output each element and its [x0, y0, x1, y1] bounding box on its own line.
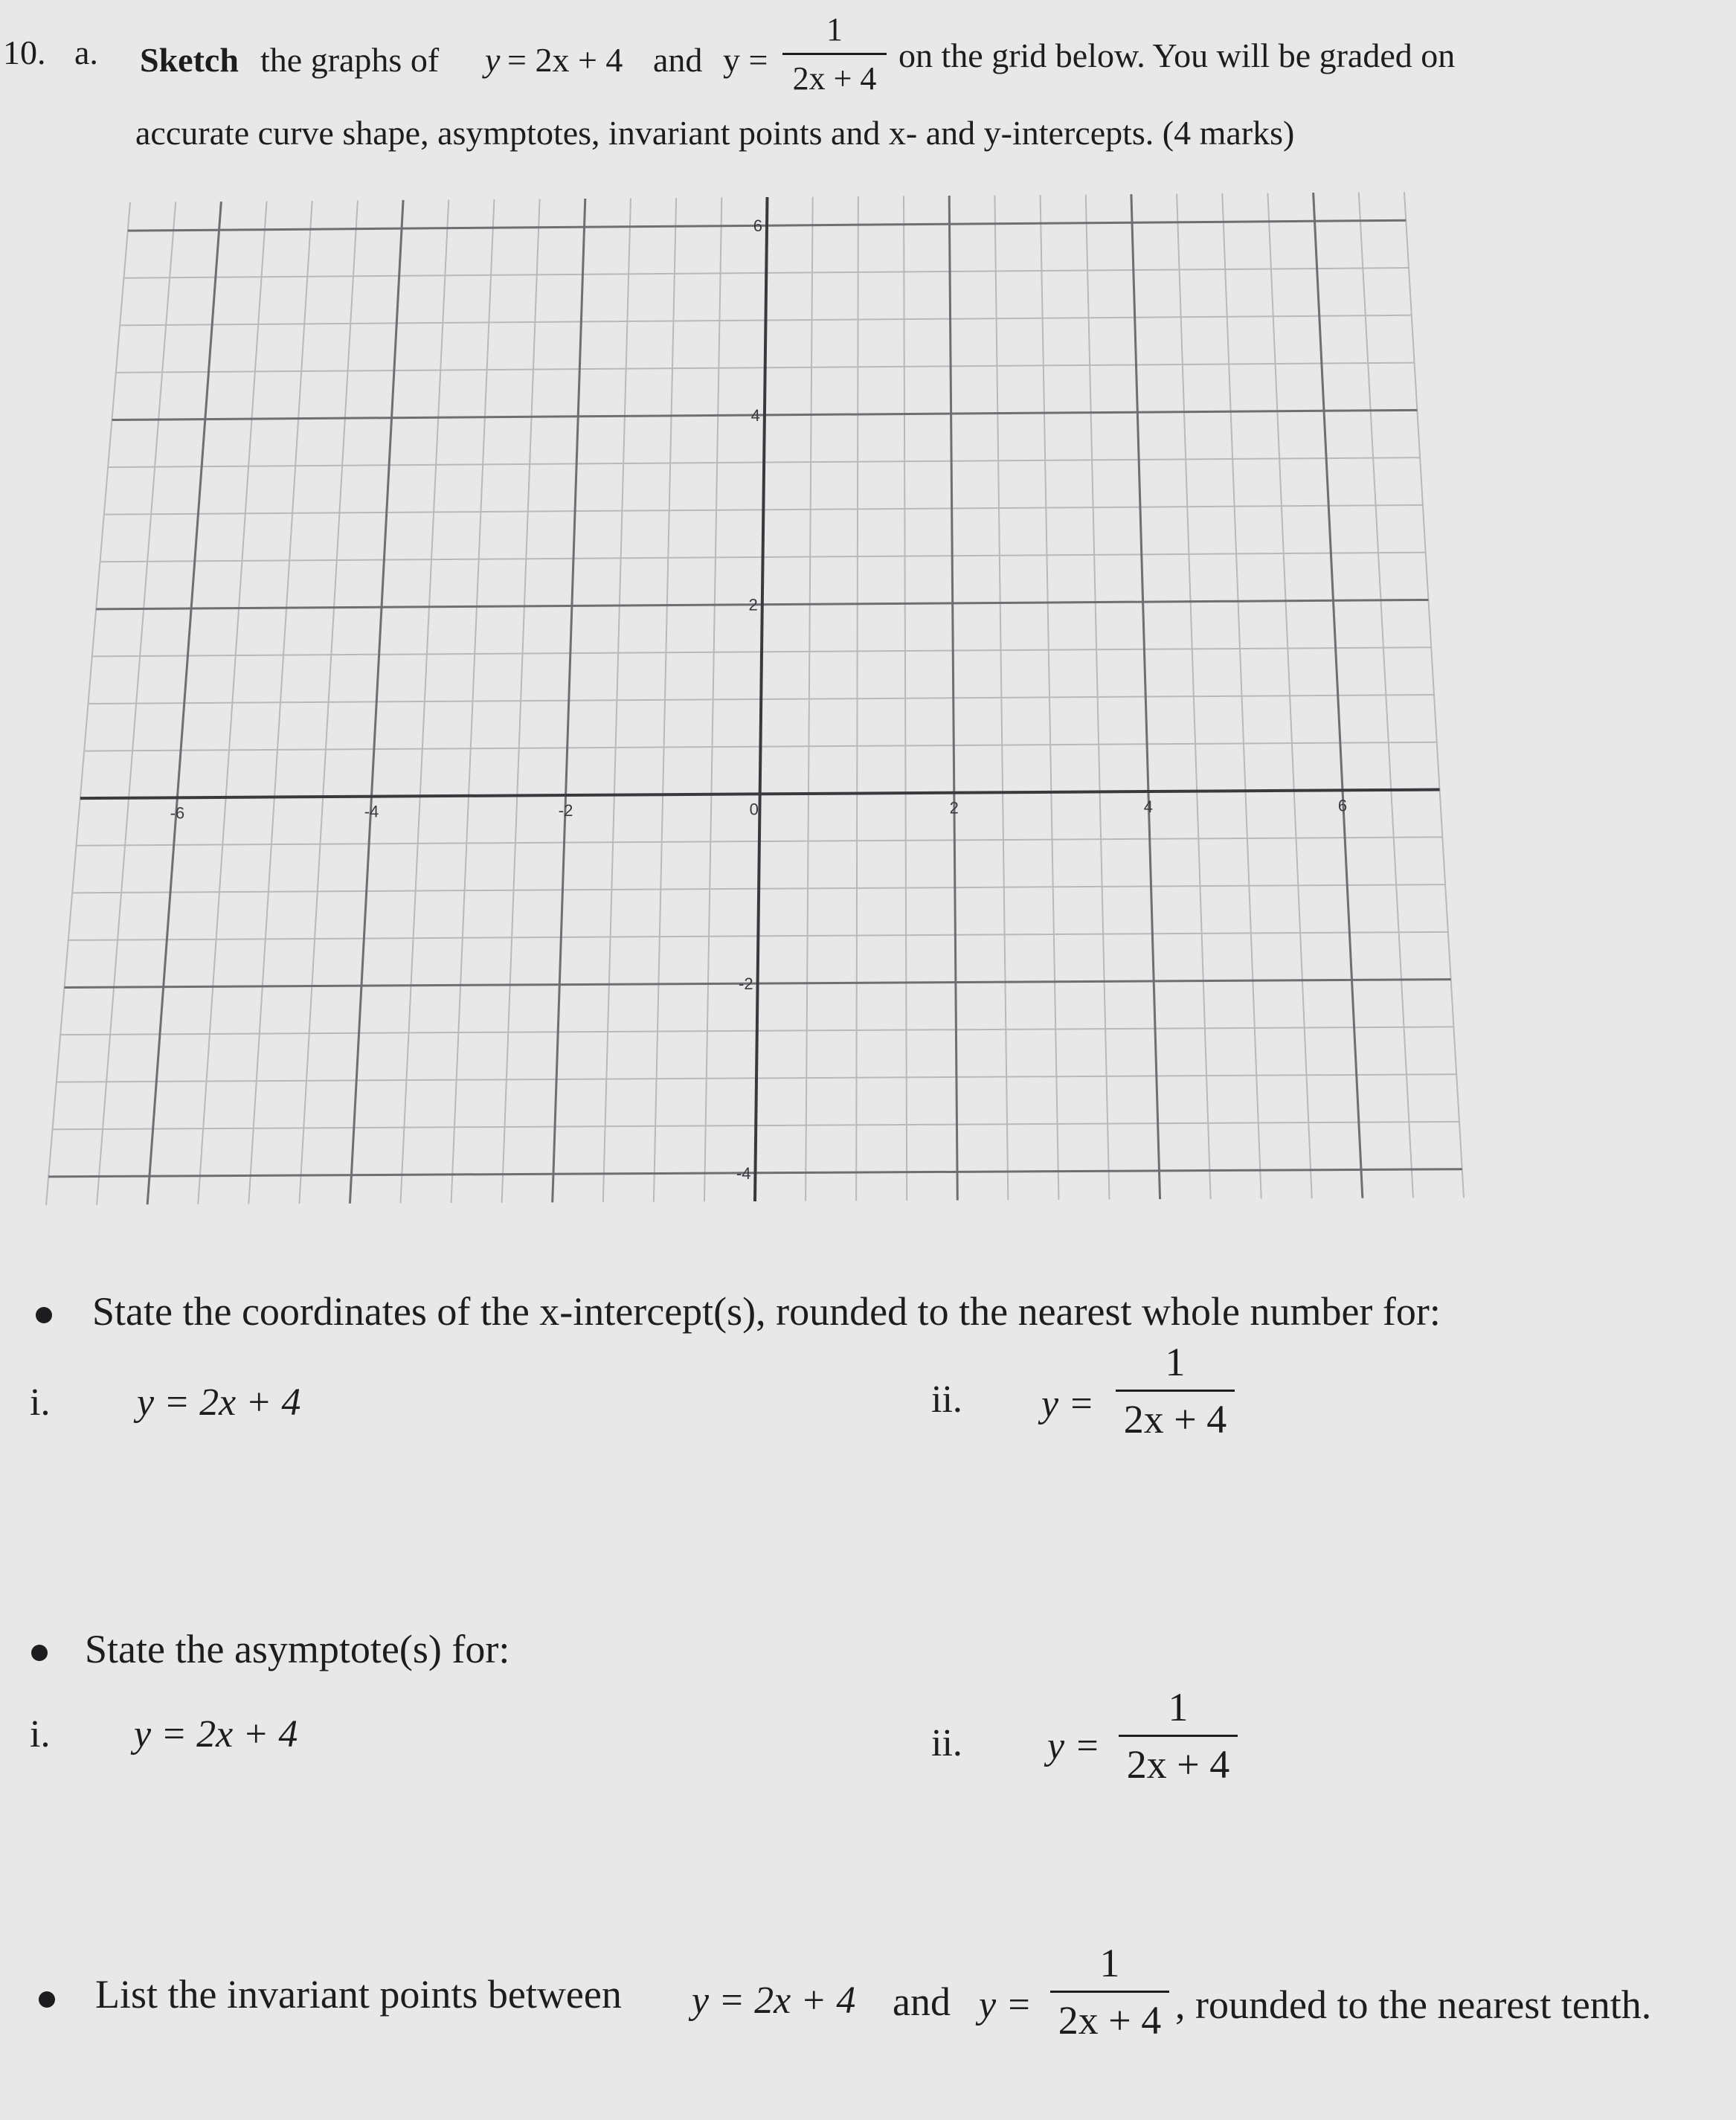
bullet3-fraction — [1050, 1940, 1169, 2043]
y-tick-label: -4 — [736, 1163, 751, 1183]
bullet1-ii-fraction — [1116, 1339, 1235, 1442]
grid-lines — [46, 192, 1464, 1205]
fraction-bar — [1119, 1735, 1238, 1737]
bullet3-lhs: y = — [979, 1984, 1032, 2026]
x-tick-label: -6 — [170, 803, 185, 823]
fraction-denominator: 2x + 4 — [792, 60, 877, 97]
sketch-word: Sketch — [140, 41, 239, 79]
bullet2-text: State the asymptote(s) for: — [85, 1627, 510, 1671]
fraction-numerator: 1 — [1168, 1685, 1189, 1729]
bullet3-and: and — [893, 1979, 951, 2024]
fraction-bar — [1050, 1991, 1169, 1993]
x-tick-label: -4 — [364, 802, 379, 821]
fraction-denominator: 2x + 4 — [1058, 1998, 1162, 2043]
x-tick-label: 6 — [1337, 796, 1348, 815]
x-tick-label: 2 — [949, 798, 959, 818]
bullet2-ii-label: ii. — [931, 1722, 962, 1764]
x-tick-label: 4 — [1143, 797, 1154, 817]
y-tick-label: 2 — [748, 595, 758, 614]
heading-tail: on the grid below. You will be graded on — [898, 36, 1456, 74]
fraction-bar — [1116, 1390, 1235, 1392]
bullet1-i-label: i. — [30, 1381, 51, 1424]
bullet2-i-equation: y = 2x + 4 — [134, 1713, 298, 1756]
bullet-2 — [31, 1645, 48, 1661]
bullet2-ii-lhs: y = — [1047, 1725, 1101, 1767]
eq2-lhs: y = — [723, 41, 768, 79]
y-tick-label: 4 — [750, 405, 760, 425]
heading-line2: accurate curve shape, asymptotes, invariant points and x- and y-intercepts. (4 marks) — [135, 114, 1295, 152]
eq1-lhs: y — [485, 41, 501, 79]
bullet3-tail: , rounded to the nearest tenth. — [1175, 1982, 1652, 2027]
question-number: 10. — [3, 33, 46, 71]
bullet2-i-label: i. — [30, 1713, 51, 1756]
bullet2-ii-fraction — [1119, 1684, 1238, 1787]
bullet3-text: List the invariant points between — [95, 1972, 622, 2017]
eq1-rhs: = 2x + 4 — [507, 41, 623, 79]
x-tick-label: -2 — [558, 801, 573, 820]
question-part: a. — [74, 33, 98, 71]
bullet1-i-equation: y = 2x + 4 — [137, 1381, 301, 1424]
fraction-denominator: 2x + 4 — [1123, 1397, 1227, 1442]
fraction-numerator: 1 — [1099, 1941, 1120, 1985]
bullet-1 — [36, 1307, 52, 1323]
fraction-numerator: 1 — [1165, 1340, 1186, 1384]
bullet1-text: State the coordinates of the x-intercept(s), rounded to the nearest whole number for: — [92, 1289, 1441, 1334]
y-tick-label: -2 — [739, 974, 753, 994]
y-tick-label: 6 — [753, 216, 763, 236]
and-word: and — [653, 41, 703, 79]
intro-text: the graphs of — [260, 41, 440, 79]
fraction-numerator: 1 — [826, 11, 843, 48]
bullet-3 — [39, 1991, 55, 2008]
bullet1-ii-lhs: y = — [1041, 1383, 1095, 1425]
bullet1-ii-label: ii. — [931, 1378, 962, 1421]
fraction-denominator: 2x + 4 — [1126, 1742, 1230, 1787]
origin-label: 0 — [749, 800, 759, 819]
bullet3-eq1: y = 2x + 4 — [692, 1979, 856, 2022]
